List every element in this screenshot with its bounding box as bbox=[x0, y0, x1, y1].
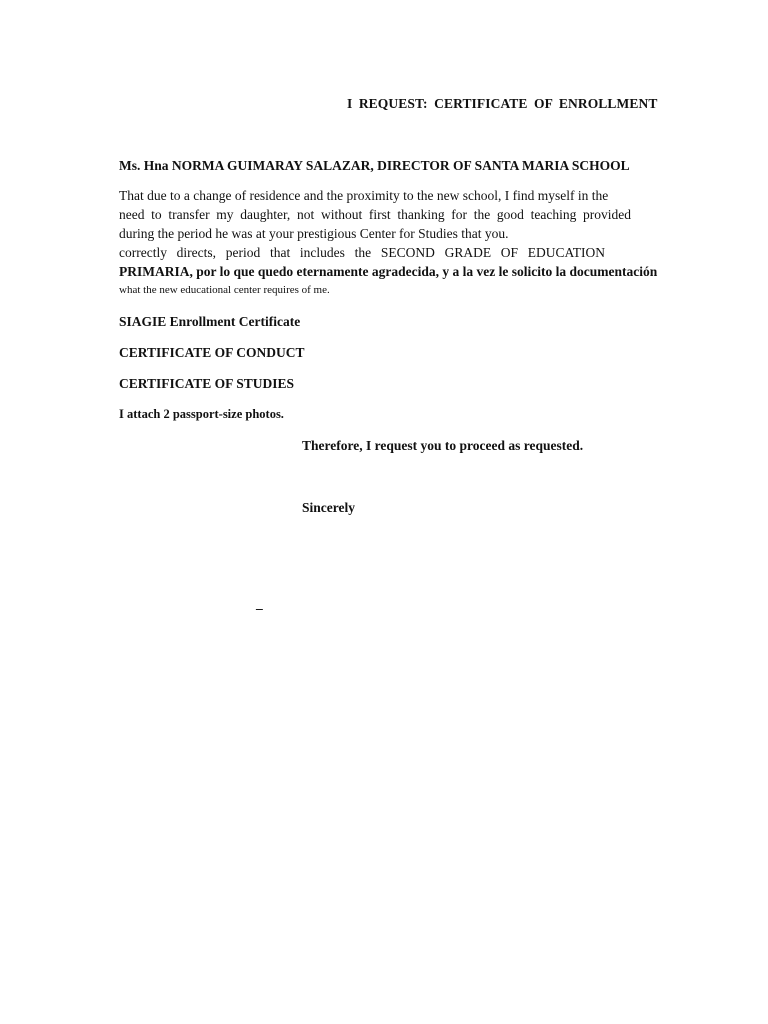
body-line-4: correctly directs, period that includes the SECOND GRADE OF EDUCATION bbox=[119, 245, 605, 260]
body-line-6: what the new educational center requires of me. bbox=[119, 284, 330, 296]
requested-item-enrollment: SIAGIE Enrollment Certificate bbox=[119, 314, 301, 329]
requested-item-studies: CERTIFICATE OF STUDIES bbox=[119, 376, 295, 391]
document-title: I REQUEST: CERTIFICATE OF ENROLLMENT bbox=[347, 96, 658, 111]
attachment-note: I attach 2 passport-size photos. bbox=[119, 407, 284, 421]
request-line: Therefore, I request you to proceed as requested. bbox=[302, 438, 584, 453]
requested-item-conduct: CERTIFICATE OF CONDUCT bbox=[119, 345, 305, 360]
body-line-1: That due to a change of residence and the proximity to the new school, I find myself in the bbox=[119, 188, 609, 203]
body-line-5: PRIMARIA, por lo que quedo eternamente agradecida, y a la vez le solicito la documentación bbox=[119, 264, 658, 279]
closing-line: Sincerely bbox=[302, 500, 355, 515]
body-line-3: during the period he was at your prestigious Center for Studies that you. bbox=[119, 226, 509, 241]
recipient-line: Ms. Hna NORMA GUIMARAY SALAZAR, DIRECTOR OF SANTA MARIA SCHOOL bbox=[119, 158, 630, 173]
signature-mark: _ bbox=[256, 596, 263, 611]
body-line-2: need to transfer my daughter, not without first thanking for the good teaching provided bbox=[119, 207, 631, 222]
